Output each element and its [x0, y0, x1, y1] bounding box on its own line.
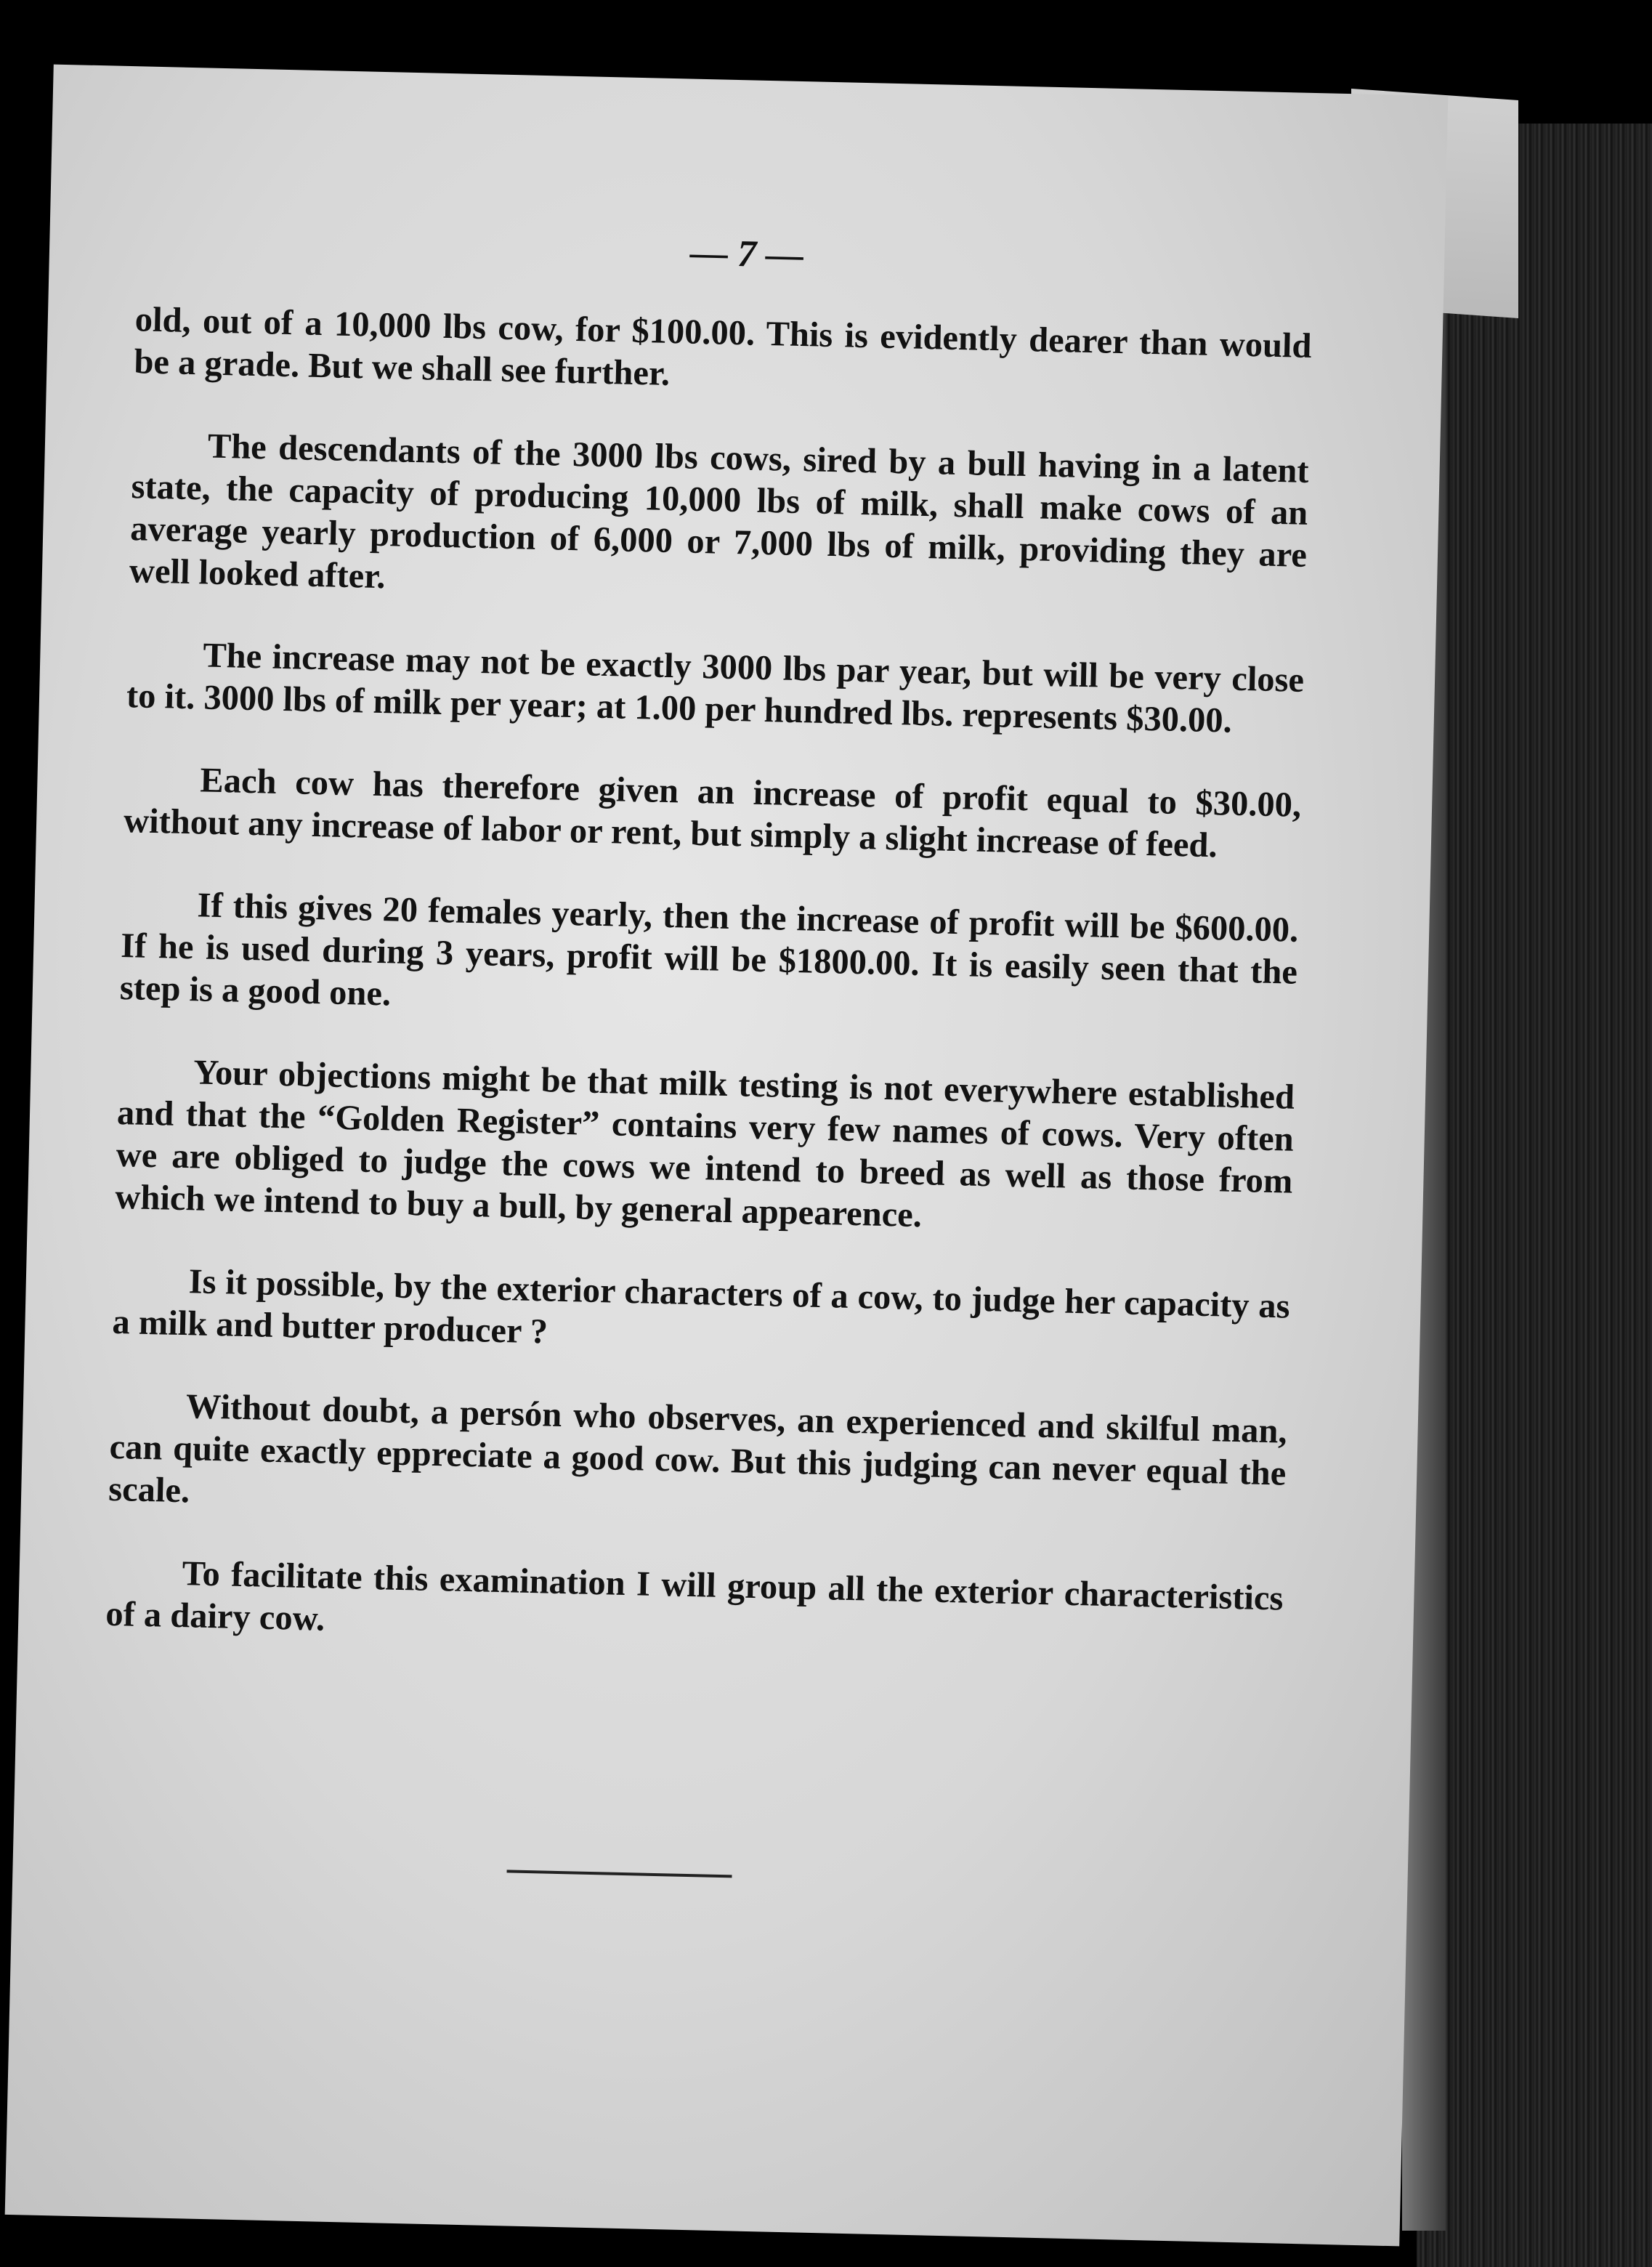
page-number: — 7 — — [689, 232, 804, 277]
paragraph-7: Is it possible, by the exterior characters of a cow, to judge her capacity as a milk and butter producer ? — [111, 1262, 1291, 1351]
paragraph-6: Your objections might be that milk testing is not everywhere established and that the “Golden Register” contains very few names of cows. Very often we are obliged to judge the cows we intend to breed as well as those from which we intend to buy a bull, by general appearence. — [114, 1053, 1295, 1235]
paragraph-8: Without doubt, a persón who observes, an experienced and skilful man, can quite exactly eppreciate a good cow. But this judging can never equal the scale. — [108, 1387, 1288, 1511]
paragraph-9: To facilitate this examination I will group all the exterior characteristics of a dairy cow. — [105, 1554, 1284, 1638]
book-page — [5, 65, 1449, 2247]
body-text — [105, 299, 1313, 1702]
paragraph-5: If this gives 20 females yearly, then the increase of profit will be $600.00. If he is used during 3 years, profit will be $1800.00. It is easily seen that the step is a good one. — [119, 886, 1299, 1014]
paragraph-2: The descendants of the 3000 lbs cows, sired by a bull having in a latent state, the capacity of producing 10,000 lbs of milk, shall make cows of an average yearly production of 6,000 or 7,000 lbs of milk, providing they are well looked after. — [129, 427, 1310, 597]
end-of-section-rule — [507, 1870, 732, 1878]
paragraph-4: Each cow has therefore given an increase of profit equal to $30.00, without any increase of labor or rent, but simply a slight increase of feed. — [123, 761, 1302, 865]
paragraph-3: The increase may not be exactly 3000 lbs par year, but will be very close to it. 3000 lbs of milk per year; at 1.00 per hundred lbs. represents $30.00. — [126, 636, 1305, 740]
book-page-edges — [1417, 124, 1652, 2267]
paragraph-1: old, out of a 10,000 lbs cow, for $100.00. This is evidently dearer than would be a grade. But we shall see further. — [133, 300, 1313, 393]
